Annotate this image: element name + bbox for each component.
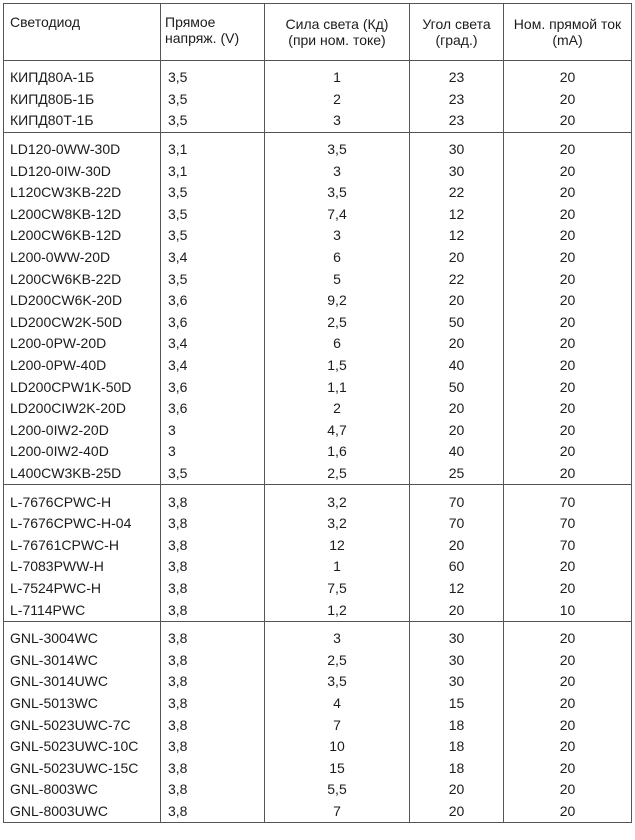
table-row	[4, 182, 632, 204]
intensity-cell: 2	[265, 398, 410, 420]
current-cell: 20	[504, 556, 632, 578]
intensity-cell: 1,1	[265, 376, 410, 398]
intensity-cell: 2,5	[265, 649, 410, 671]
voltage-cell: 3,6	[161, 290, 265, 312]
intensity-cell: 1,6	[265, 441, 410, 463]
led-name-cell: LD120-0WW-30D	[4, 139, 161, 161]
table-row	[4, 420, 632, 442]
led-name-cell: L-7083PWW-H	[4, 556, 161, 578]
led-name-cell: GNL-8003UWC	[4, 801, 161, 823]
angle-cell: 20	[410, 599, 504, 621]
led-name-cell: LD200CIW2K-20D	[4, 398, 161, 420]
header-angle-line2: (град.)	[435, 32, 478, 48]
led-name-cell: L200-0PW-20D	[4, 333, 161, 355]
current-cell: 20	[504, 736, 632, 758]
angle-cell: 40	[410, 355, 504, 377]
voltage-cell: 3,4	[161, 247, 265, 269]
voltage-cell: 3,5	[161, 89, 265, 111]
voltage-cell: 3,4	[161, 333, 265, 355]
voltage-cell: 3	[161, 420, 265, 442]
angle-cell: 15	[410, 693, 504, 715]
intensity-cell: 7	[265, 714, 410, 736]
voltage-cell: 3,5	[161, 182, 265, 204]
voltage-cell: 3,5	[161, 67, 265, 89]
led-name-cell: L200CW6KB-12D	[4, 225, 161, 247]
led-name-cell: КИПД80Б-1Б	[4, 89, 161, 111]
intensity-cell: 1	[265, 556, 410, 578]
voltage-cell: 3,1	[161, 139, 265, 161]
intensity-cell: 2,5	[265, 463, 410, 485]
led-name-cell: GNL-5013WC	[4, 693, 161, 715]
angle-cell: 20	[410, 534, 504, 556]
voltage-cell: 3,4	[161, 355, 265, 377]
current-cell: 20	[504, 693, 632, 715]
intensity-cell: 3	[265, 628, 410, 650]
led-name-cell: GNL-8003WC	[4, 779, 161, 801]
intensity-cell: 7,4	[265, 204, 410, 226]
voltage-cell: 3,8	[161, 491, 265, 513]
voltage-cell: 3,8	[161, 513, 265, 535]
header-current-line1: Ном. прямой ток	[513, 16, 622, 32]
led-name-cell: GNL-3004WC	[4, 628, 161, 650]
header-angle	[410, 4, 504, 61]
current-cell: 20	[504, 268, 632, 290]
table-row	[4, 463, 632, 485]
current-cell: 10	[504, 599, 632, 621]
intensity-cell: 2	[265, 89, 410, 111]
led-name-cell: LD200CW6K-20D	[4, 290, 161, 312]
led-name-cell: L-7676CPWC-H-04	[4, 513, 161, 535]
led-name-cell: GNL-5023UWC-10C	[4, 736, 161, 758]
current-cell: 20	[504, 801, 632, 823]
led-name-cell: КИПД80А-1Б	[4, 67, 161, 89]
intensity-cell: 4,7	[265, 420, 410, 442]
table-row	[4, 757, 632, 779]
angle-cell: 50	[410, 312, 504, 334]
led-name-cell: LD200CW2K-50D	[4, 312, 161, 334]
angle-cell: 20	[410, 247, 504, 269]
led-name-cell: LD200CPW1K-50D	[4, 376, 161, 398]
led-name-cell: L-7524PWC-H	[4, 578, 161, 600]
intensity-cell: 1,5	[265, 355, 410, 377]
current-cell: 20	[504, 376, 632, 398]
voltage-cell: 3,8	[161, 757, 265, 779]
table-row	[4, 513, 632, 535]
table-row	[4, 376, 632, 398]
led-name-cell: L200-0PW-40D	[4, 355, 161, 377]
intensity-cell: 5	[265, 268, 410, 290]
header-voltage-line2: напряж. (V)	[165, 30, 240, 46]
current-cell: 20	[504, 247, 632, 269]
led-name-cell: GNL-5023UWC-7C	[4, 714, 161, 736]
led-name-cell: L200-0WW-20D	[4, 247, 161, 269]
led-name-cell: GNL-3014WC	[4, 649, 161, 671]
intensity-cell: 1	[265, 67, 410, 89]
table-row	[4, 801, 632, 823]
intensity-cell: 12	[265, 534, 410, 556]
angle-cell: 20	[410, 398, 504, 420]
table-row	[4, 628, 632, 650]
header-intensity-line1: Сила света (Кд)	[285, 16, 389, 32]
header-intensity-line2: (при ном. токе)	[288, 32, 386, 48]
table-row	[4, 671, 632, 693]
led-name-cell: КИПД80Т-1Б	[4, 110, 161, 132]
intensity-cell: 3,2	[265, 491, 410, 513]
intensity-cell: 5,5	[265, 779, 410, 801]
table-row	[4, 534, 632, 556]
intensity-cell: 3	[265, 110, 410, 132]
voltage-cell: 3,5	[161, 225, 265, 247]
voltage-cell: 3,8	[161, 714, 265, 736]
header-name-label: Светодиод	[10, 14, 81, 30]
current-cell: 20	[504, 420, 632, 442]
angle-cell: 70	[410, 513, 504, 535]
current-cell: 20	[504, 182, 632, 204]
current-cell: 20	[504, 89, 632, 111]
angle-cell: 30	[410, 649, 504, 671]
header-angle-line1: Угол света	[422, 16, 491, 32]
current-cell: 20	[504, 110, 632, 132]
current-cell: 20	[504, 463, 632, 485]
header-row	[4, 4, 632, 61]
current-cell: 70	[504, 513, 632, 535]
angle-cell: 30	[410, 671, 504, 693]
angle-cell: 22	[410, 268, 504, 290]
led-spec-table	[3, 3, 632, 823]
angle-cell: 22	[410, 182, 504, 204]
led-name-cell: L200CW6KB-22D	[4, 268, 161, 290]
current-cell: 20	[504, 779, 632, 801]
angle-cell: 20	[410, 779, 504, 801]
voltage-cell: 3,8	[161, 736, 265, 758]
voltage-cell: 3,6	[161, 398, 265, 420]
angle-cell: 18	[410, 714, 504, 736]
intensity-cell: 10	[265, 736, 410, 758]
table-row	[4, 225, 632, 247]
header-name	[4, 4, 161, 61]
table-row	[4, 139, 632, 161]
angle-cell: 40	[410, 441, 504, 463]
intensity-cell: 6	[265, 333, 410, 355]
led-name-cell: L200-0IW2-40D	[4, 441, 161, 463]
intensity-cell: 1,2	[265, 599, 410, 621]
current-cell: 20	[504, 628, 632, 650]
intensity-cell: 7,5	[265, 578, 410, 600]
table-body	[4, 61, 632, 823]
angle-cell: 30	[410, 139, 504, 161]
intensity-cell: 3,5	[265, 182, 410, 204]
voltage-cell: 3,8	[161, 578, 265, 600]
angle-cell: 23	[410, 89, 504, 111]
table-row	[4, 714, 632, 736]
header-voltage-line1: Прямое	[165, 14, 216, 30]
voltage-cell: 3,6	[161, 376, 265, 398]
led-name-cell: L120CW3KB-22D	[4, 182, 161, 204]
intensity-cell: 3	[265, 225, 410, 247]
angle-cell: 70	[410, 491, 504, 513]
voltage-cell: 3	[161, 441, 265, 463]
table-row	[4, 333, 632, 355]
angle-cell: 25	[410, 463, 504, 485]
led-name-cell: LD120-0IW-30D	[4, 160, 161, 182]
intensity-cell: 3,5	[265, 139, 410, 161]
led-name-cell: L400CW3KB-25D	[4, 463, 161, 485]
table-row	[4, 441, 632, 463]
intensity-cell: 3,5	[265, 671, 410, 693]
angle-cell: 30	[410, 160, 504, 182]
current-cell: 20	[504, 312, 632, 334]
angle-cell: 50	[410, 376, 504, 398]
current-cell: 20	[504, 757, 632, 779]
voltage-cell: 3,5	[161, 204, 265, 226]
current-cell: 20	[504, 398, 632, 420]
current-cell: 20	[504, 333, 632, 355]
voltage-cell: 3,8	[161, 649, 265, 671]
table-row	[4, 398, 632, 420]
current-cell: 20	[504, 714, 632, 736]
angle-cell: 23	[410, 67, 504, 89]
angle-cell: 20	[410, 290, 504, 312]
current-cell: 20	[504, 649, 632, 671]
table-row	[4, 599, 632, 621]
intensity-cell: 15	[265, 757, 410, 779]
table-row	[4, 247, 632, 269]
angle-cell: 30	[410, 628, 504, 650]
table-row	[4, 649, 632, 671]
voltage-cell: 3,8	[161, 628, 265, 650]
voltage-cell: 3,8	[161, 556, 265, 578]
voltage-cell: 3,5	[161, 110, 265, 132]
table-row	[4, 268, 632, 290]
angle-cell: 12	[410, 225, 504, 247]
led-name-cell: GNL-5023UWC-15C	[4, 757, 161, 779]
voltage-cell: 3,8	[161, 534, 265, 556]
angle-cell: 20	[410, 420, 504, 442]
angle-cell: 23	[410, 110, 504, 132]
table-row	[4, 67, 632, 89]
intensity-cell: 6	[265, 247, 410, 269]
current-cell: 70	[504, 534, 632, 556]
header-current	[504, 4, 632, 61]
current-cell: 70	[504, 491, 632, 513]
table-row	[4, 779, 632, 801]
current-cell: 20	[504, 225, 632, 247]
intensity-cell: 4	[265, 693, 410, 715]
voltage-cell: 3,6	[161, 312, 265, 334]
table-row	[4, 89, 632, 111]
voltage-cell: 3,1	[161, 160, 265, 182]
table-row	[4, 110, 632, 132]
led-name-cell: L-7676CPWC-H	[4, 491, 161, 513]
led-name-cell: GNL-3014UWC	[4, 671, 161, 693]
voltage-cell: 3,8	[161, 779, 265, 801]
voltage-cell: 3,8	[161, 801, 265, 823]
angle-cell: 60	[410, 556, 504, 578]
current-cell: 20	[504, 671, 632, 693]
voltage-cell: 3,5	[161, 463, 265, 485]
led-name-cell: L200-0IW2-20D	[4, 420, 161, 442]
current-cell: 20	[504, 441, 632, 463]
table-row	[4, 491, 632, 513]
current-cell: 20	[504, 67, 632, 89]
header-voltage	[161, 4, 265, 61]
header-intensity	[265, 4, 410, 61]
current-cell: 20	[504, 578, 632, 600]
led-name-cell: L-7114PWC	[4, 599, 161, 621]
angle-cell: 18	[410, 757, 504, 779]
angle-cell: 12	[410, 578, 504, 600]
angle-cell: 20	[410, 333, 504, 355]
current-cell: 20	[504, 139, 632, 161]
table-row	[4, 578, 632, 600]
intensity-cell: 3,2	[265, 513, 410, 535]
table-row	[4, 160, 632, 182]
voltage-cell: 3,8	[161, 693, 265, 715]
angle-cell: 20	[410, 801, 504, 823]
current-cell: 20	[504, 160, 632, 182]
current-cell: 20	[504, 204, 632, 226]
angle-cell: 18	[410, 736, 504, 758]
table-row	[4, 736, 632, 758]
intensity-cell: 9,2	[265, 290, 410, 312]
table-row	[4, 290, 632, 312]
led-name-cell: L-76761CPWC-H	[4, 534, 161, 556]
angle-cell: 12	[410, 204, 504, 226]
table-row	[4, 204, 632, 226]
table-row	[4, 355, 632, 377]
header-current-line2: (mA)	[552, 32, 583, 48]
current-cell: 20	[504, 355, 632, 377]
table-row	[4, 693, 632, 715]
table-row	[4, 556, 632, 578]
table-row	[4, 312, 632, 334]
voltage-cell: 3,5	[161, 268, 265, 290]
voltage-cell: 3,8	[161, 671, 265, 693]
current-cell: 20	[504, 290, 632, 312]
voltage-cell: 3,8	[161, 599, 265, 621]
intensity-cell: 2,5	[265, 312, 410, 334]
intensity-cell: 3	[265, 160, 410, 182]
intensity-cell: 7	[265, 801, 410, 823]
led-name-cell: L200CW8KB-12D	[4, 204, 161, 226]
